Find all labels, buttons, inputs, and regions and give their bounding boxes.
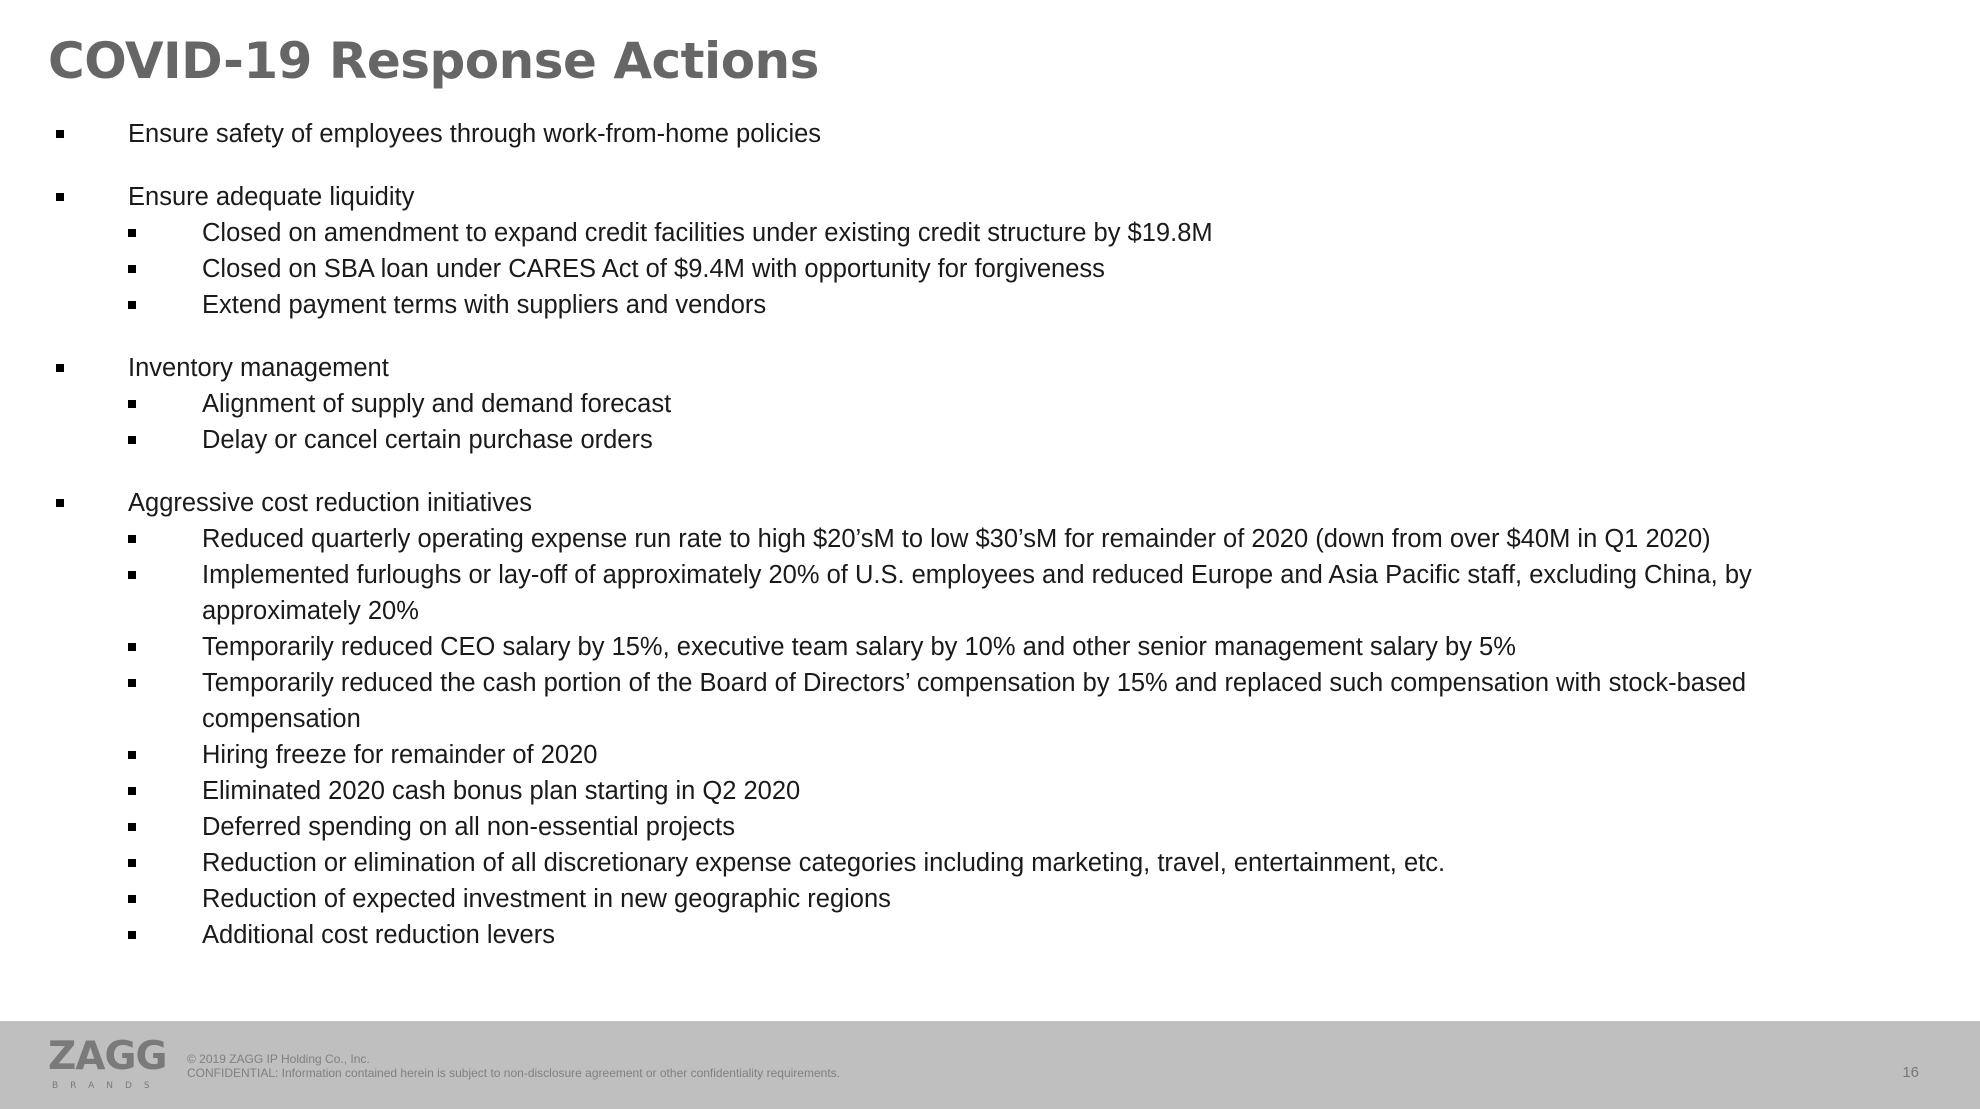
section-cost-reduction [0,485,1980,953]
square-bullet-icon [128,751,136,759]
bullet-text: Deferred spending on all non-essential projects [202,813,735,841]
bullet-text: Reduced quarterly operating expense run rate to high $20’sM to low $30’sM for remainder of 2020 (down from over $40M in Q1 2020) [202,525,1711,553]
bullet-level2 [0,845,1902,881]
bullet-level1 [0,350,1928,386]
square-bullet-icon [128,571,136,579]
square-bullet-icon [128,859,136,867]
square-bullet-icon [128,679,136,687]
bullet-text: Reduction of expected investment in new geographic regions [202,885,891,913]
bullet-text: Aggressive cost reduction initiatives [128,489,532,517]
copyright-text: © 2019 ZAGG IP Holding Co., Inc. [187,1052,370,1066]
bullet-text: Eliminated 2020 cash bonus plan starting in Q2 2020 [202,777,801,805]
bullet-level2 [0,557,1902,629]
legal-notice [187,1052,840,1080]
square-bullet-icon [128,643,136,651]
square-bullet-icon [128,535,136,543]
bullet-level2 [0,386,1902,422]
bullet-text: Delay or cancel certain purchase orders [202,426,653,454]
logo-tagline: BRANDS [52,1081,162,1091]
footer-bar [0,1021,1980,1109]
bullet-text: Closed on SBA loan under CARES Act of $9.4M with opportunity for forgiveness [202,255,1105,283]
square-bullet-icon [56,193,64,201]
bullet-text: Hiring freeze for remainder of 2020 [202,741,598,769]
bullet-text: Ensure adequate liquidity [128,183,415,211]
bullet-level1 [0,485,1928,521]
bullet-level2 [0,809,1902,845]
bullet-level2 [0,665,1902,737]
bullet-level2 [0,215,1902,251]
bullet-text: Additional cost reduction levers [202,921,555,949]
square-bullet-icon [128,265,136,273]
logo-wordmark: ZAGG [48,1034,167,1079]
bullet-level2 [0,917,1902,953]
square-bullet-icon [56,499,64,507]
section-liquidity [0,179,1980,323]
bullet-text: Temporarily reduced CEO salary by 15%, executive team salary by 10% and other senior management salary by 5% [202,633,1516,661]
zagg-logo [48,1034,167,1095]
bullet-level1 [0,116,1928,152]
section-employee-safety [0,116,1980,152]
bullet-level2 [0,521,1902,557]
square-bullet-icon [56,364,64,372]
bullet-text: Extend payment terms with suppliers and vendors [202,291,767,319]
slide-title: COVID-19 Response Actions [48,32,819,90]
bullet-text: Closed on amendment to expand credit facilities under existing credit structure by $19.8M [202,219,1213,247]
square-bullet-icon [128,301,136,309]
bullet-level2 [0,737,1902,773]
section-inventory [0,350,1980,458]
square-bullet-icon [128,436,136,444]
bullet-level2 [0,251,1902,287]
bullet-level2 [0,422,1902,458]
bullet-list [0,116,1980,980]
confidential-text: CONFIDENTIAL: Information contained herein is subject to non-disclosure agreement or other confidentiality requirements. [187,1066,840,1080]
bullet-text: Temporarily reduced the cash portion of the Board of Directors’ compensation by 15% and replaced such compensation with stock-based compensation [202,669,1747,733]
bullet-level2 [0,773,1902,809]
bullet-level2 [0,881,1902,917]
square-bullet-icon [128,229,136,237]
square-bullet-icon [128,787,136,795]
bullet-level1 [0,179,1928,215]
square-bullet-icon [56,130,64,138]
square-bullet-icon [128,823,136,831]
square-bullet-icon [128,400,136,408]
bullet-text: Alignment of supply and demand forecast [202,390,672,418]
square-bullet-icon [128,931,136,939]
bullet-text: Inventory management [128,354,389,382]
bullet-level2 [0,287,1902,323]
bullet-text: Implemented furloughs or lay-off of approximately 20% of U.S. employees and reduced Europe and Asia Pacific staff, excluding China, by approximately 20% [202,561,1752,625]
bullet-text: Ensure safety of employees through work-from-home policies [128,120,822,148]
page-number: 16 [1902,1064,1919,1081]
bullet-level2 [0,629,1902,665]
square-bullet-icon [128,895,136,903]
bullet-text: Reduction or elimination of all discretionary expense categories including marketing, travel, entertainment, etc. [202,849,1446,877]
